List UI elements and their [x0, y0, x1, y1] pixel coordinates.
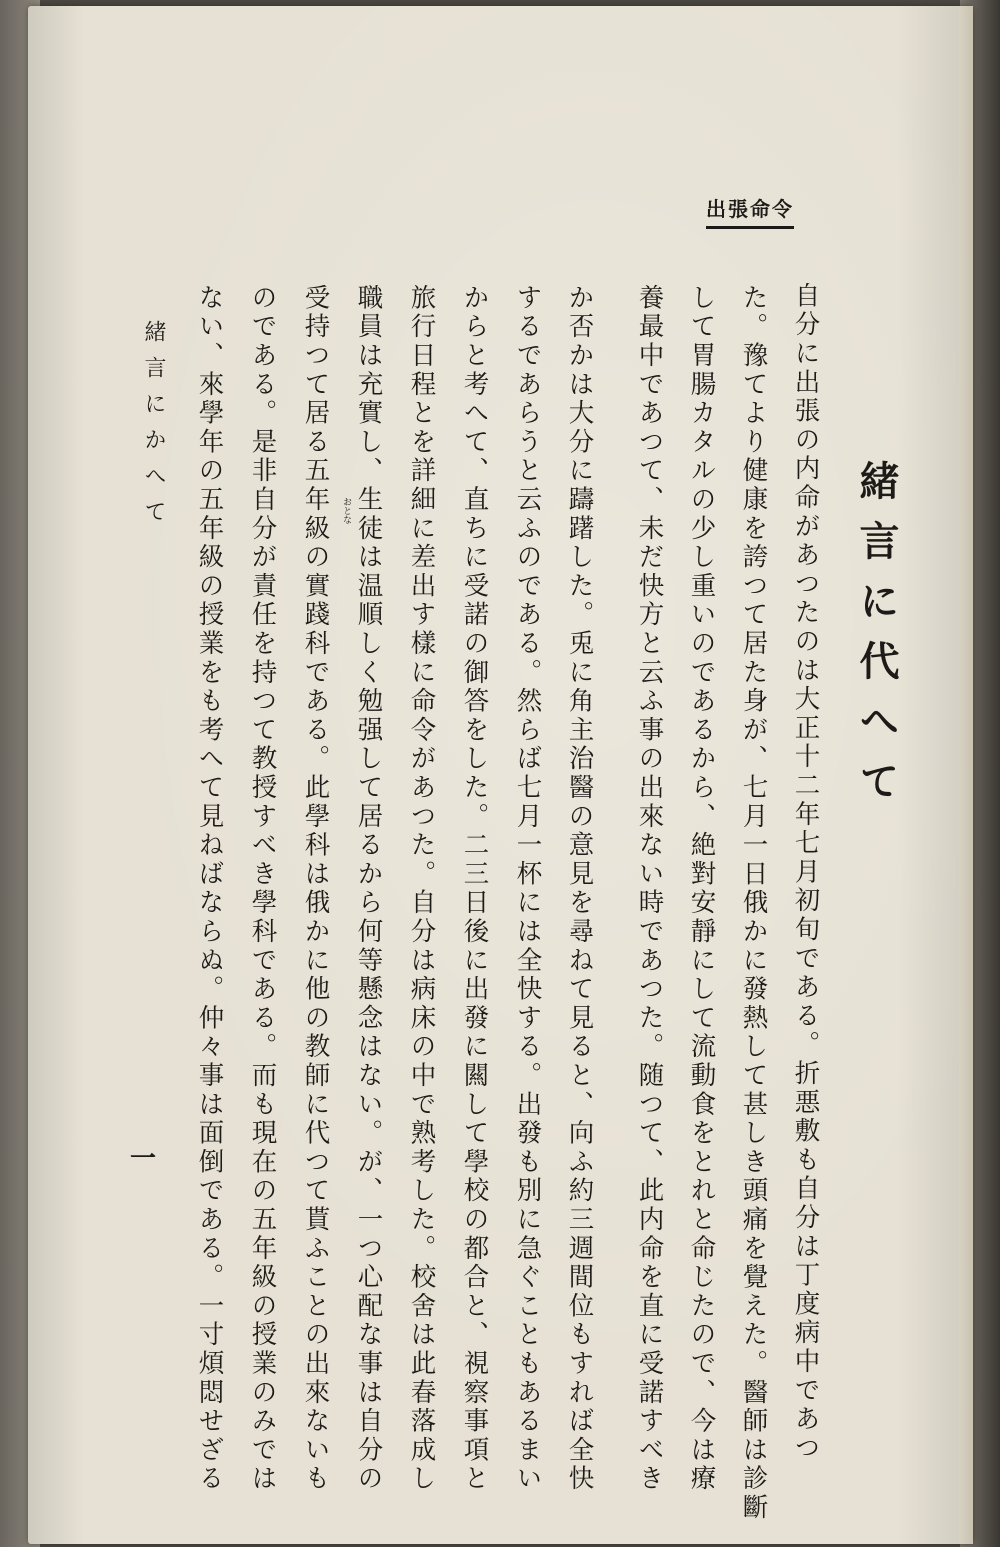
body-line-7: からと考へて、直ちに受諾の御答をした。二三日後に出發に闗して學校の都合と、視察事項と — [459, 284, 490, 1494]
chapter-title: 緒言に代へて — [853, 460, 900, 820]
body-line-4: 養最中であつて、未だ快方と云ふ事の出來ない時であつた。随つて、此内命を直に受諾すべき — [634, 284, 665, 1494]
book-page — [28, 6, 973, 1544]
body-line-9: 職員は充實し、生徒は温順しく勉强して居るから何等懸念はない。が、一つ心配な事は自分の — [353, 284, 384, 1494]
page-edge — [959, 6, 973, 1544]
body-line-2: た。豫てより健康を誇つて居た身が、七月一日俄かに發熱して甚しき頭痛を覺えた。醫師は診斷 — [738, 284, 769, 1523]
body-line-5: か否かは大分に躊躇した。兎に角主治醫の意見を尋ねて見ると、向ふ約三週間位もすれば全快 — [564, 284, 595, 1494]
section-label: 出張命令 — [706, 193, 794, 229]
body-line-11: のである。是非自分が責任を持つて教授すべき學科である。而も現在の五年級の授業のみでは — [247, 284, 278, 1494]
body-line-3: して胃腸カタルの少し重いのであるから、絶對安靜にして流動食をとれと命じたので、今は療 — [686, 284, 717, 1494]
running-footer-title: 緒言にかへて — [141, 320, 166, 536]
body-line-10: 受持つて居る五年級の實踐科である。此學科は俄かに他の教師に代つて貰ふことの出來ないも — [300, 284, 331, 1494]
body-line-8: 旅行日程とを詳細に差出す樣に命令があつた。自分は病床の中で熟考した。校舍は此春落成し — [406, 284, 437, 1494]
body-line-12: ない、來學年の五年級の授業をも考へて見ねばならぬ。仲々事は面倒である。一寸煩悶せざる — [194, 284, 225, 1494]
body-line-6: するであらうと云ふのである。然らば七月一杯には全快する。出發も別に急ぐこともあるまい — [512, 284, 543, 1494]
body-line-1: 自分に出張の内命があつたのは大正十二年七月初旬である。折悪敷も自分は丁度病中であつ — [790, 282, 821, 1463]
page-number: 一 — [130, 1144, 157, 1174]
furigana-note: おとな — [341, 497, 351, 524]
